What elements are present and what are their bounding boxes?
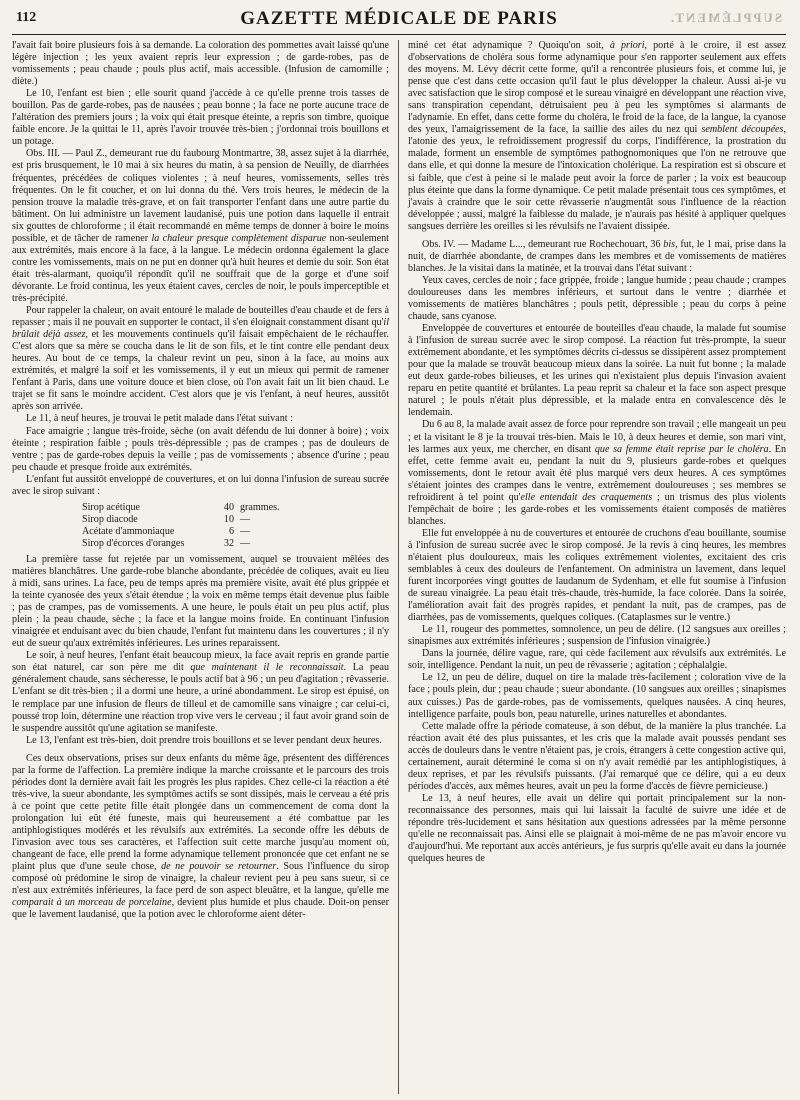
- left-column: [12, 40, 399, 1094]
- paragraph: Le 11, rougeur des pommettes, somnolence, un peu de délire. (12 sangsues aux oreilles ; sinapismes aux extrémités inférieures ; suspension de l'infusion vinaigrée.): [408, 624, 786, 648]
- paragraph: Obs. IV. — Madame L..., demeurant rue Rochechouart, 36 bis, fut, le 1 mai, prise dans la nuit, de diarrhée abondante, de crampes dans les membres et de vomissements de matières blanches. Je la visitai dans la matinée, et la trouvai dans l'état suivant :: [408, 238, 786, 274]
- article-columns: [12, 40, 786, 1094]
- paragraph: Le 13, à neuf heures, elle avait un délire qui portait principalement sur la non-reconnaissance des personnes, mais qui lui laissait la faculté de suivre une idée et de répondre très-lucidement et sans hésitation aux questions adressées par la même personne qu'elle ne reconnaissait pas. Ainsi elle se plaignait à moi-même de ne pas m'avoir encore vu d'aujourd'hui. Me reportant aux accès antérieurs, je fus surpris qu'elle avait eu dans la journée quelques heures de: [408, 792, 786, 865]
- paragraph: Pour rappeler la chaleur, on avait entouré le malade de bouteilles d'eau chaude et de fers à repasser ; mais il ne pouvait en supporter le contact, il s'en éloignait constamment disant qu'il brûlait déjà assez, et les mouvements continuels qu'il faisait empêchaient de le réchauffer. C'est alors que sa mère se coucha dans le lit de son fils, et le tint contre elle pendant deux heures. Au bout de ce temps, la chaleur revint un peu, sinon à la face, au moins aux extrémités, et malgré la soif et les vomissements, il y eut un mieux qui permit de ramener l'enfant à Paris, dans une voiture douce et bien close, où l'on avait fait un lit bien chaud. Le trajet se fit sans le moindre accident. C'est alors que je vis l'enfant, à neuf heures, aussitôt après son arrivée.: [12, 305, 389, 413]
- page-title: GAZETTE MÉDICALE DE PARIS: [240, 8, 558, 29]
- prescription-line: Acétate d'ammoniaque 6 —: [82, 525, 251, 537]
- paragraph: Le 13, l'enfant est très-bien, doit prendre trois bouillons et se lever pendant deux heures.: [26, 734, 382, 746]
- bleed-through-text: SUPPLÉMENT.: [668, 10, 782, 25]
- paragraph: l'avait fait boire plusieurs fois à sa demande. La coloration des pommettes avait laissé qu'une légère injection ; les yeux avaient repris leur expression ; de garde-robes, pas de vomissements ; peau chaude ; pouls plus actif, mais accessible. (Infusion de camomille ; diète.): [12, 40, 389, 88]
- paragraph: Le 10, l'enfant est bien ; elle sourit quand j'accède à ce qu'elle prenne trois tasses de bouillon. Pas de garde-robes, pas de nausées ; peau bonne ; la face ne porte aucune trace de l'altération des premiers jours ; la voix qui était presque éteinte, a repris son timbre, quoique faible encore. Je la quittai le 11, après l'avoir trouvée très-bien ; j'ordonnai trois bouillons et un potage.: [12, 88, 389, 148]
- paragraph: Yeux caves, cercles de noir ; face grippée, froide ; langue humide ; peau chaude ; crampes douloureuses dans les membres inférieurs, et surtout dans le ventre ; diarrhée et vomissements de matières blanchâtres ; pouls petit, dépressible ; peau du corps à peine chaude, sans cyanose.: [408, 274, 786, 323]
- prescription-line: Sirop diacode 10 —: [82, 513, 251, 525]
- right-column: [399, 40, 786, 1094]
- paragraph: L'enfant fut aussitôt enveloppé de couvertures, et on lui donna l'infusion de sureau sucrée avec le sirop suivant :: [12, 473, 389, 497]
- paragraph: Dans la journée, délire vague, rare, qui cède facilement aux révulsifs aux extrémités. Le soir, intelligence. Pendant la nuit, un peu de rêvasserie ; agitation ; céphalalgie.: [408, 648, 786, 672]
- paragraph: Le 11, à neuf heures, je trouvai le petit malade dans l'état suivant :: [26, 413, 293, 425]
- paragraph: Le 12, un peu de délire, duquel on tire la malade très-facilement ; coloration vive de la face ; pouls plein, dur ; peau chaude ; sueur abondante. (10 sangsues aux oreilles ; sinapismes aux cuisses.) Pas de garde-robes, pas de vomissements, quelques nausées. A cinq heures, intelligence parfaite, pouls bon, peau naturelle, urines naturelles et abondantes.: [408, 672, 786, 720]
- paragraph: Enveloppée de couvertures et entourée de bouteilles d'eau chaude, la malade fut soumise à l'infusion de sureau sucrée avec le sirop composé. La réaction fut très-prompte, la sueur extrêmement abondante, et les symptômes décrits ci-dessus se dissipèrent assez promptement pour que la malade se trouvât beaucoup mieux dans la soirée. La nuit fut bonne ; la malade eut deux garde-robes bilieuses, et les urines qui n'existaient plus depuis l'invasion avaient reparu en petite quantité et brûlantes. La peau reprit sa chaleur et la face son aspect presque naturel ; le pouls n'était plus dépressible, et la malade entra en convalescence dès le lendemain.: [408, 323, 786, 419]
- paragraph: Face amaigrie ; langue très-froide, sèche (on avait défendu de lui donner à boire) ; voix éteinte ; respiration faible ; pouls très-dépressible ; pas de crampes ; pas de douleurs de ventre ; pas de garde-robes depuis la veille ; pas de vomissements ; absence d'urine ; peau peu chaude et presque froide aux extrémités.: [12, 425, 389, 473]
- paragraph: Cette malade offre la période comateuse, à son début, de la manière la plus tranchée. La réaction avait été des plus puissantes, et les cris que la malade avait poussés pendant ses accès de douleurs dans le ventre n'étaient pas, je crois, étrangers à cette congestion active qui, certainement, aurait déterminé le coma si on n'y avait remédié par les antiphlogistiques, à deux reprises, et par les révulsifs puissants. (J'ai remarqué que ce délire, qui a eu deux périodes d'accès, aux mêmes heures, avait un peu la forme d'accès de fièvre pernicieuse.): [408, 720, 786, 792]
- paragraph: Le soir, à neuf heures, l'enfant était beaucoup mieux, la face avait repris en grande partie son état naturel, car son père me dit que maintenant il le reconnaissait. La peau généralement chaude, sans sécheresse, le pouls actif bat à 96 ; un peu d'agitation ; rêvasserie. L'enfant se dit très-bien ; il a dormi une heure, a uriné abondamment. Le sirop est épuisé, on le remplace par une infusion de fleurs de tilleul et de camomille sans vinaigre ; car celui-ci, poussé trop loin, détermine une réaction trop vive vers le cerveau ; il faut avoir grand soin de le suspendre aussitôt qu'une agitation se manifeste.: [12, 650, 389, 734]
- paragraph: Ces deux observations, prises sur deux enfants du même âge, présentent des différences par la forme de l'affection. La première indique la marche croissante et le parcours des trois périodes dont la dernière avait fait les progrès les plus rapides. Chez celle-ci la réaction a été très-vive, la sueur abondante, les symptômes actifs se sont dissipés, mais le cerveau a été pris à ce point que cette petite fille était plongée dans un commencement de coma dont la prolongation lui eût été funeste, mais qui heureusement a été combattue par les antiphlogistiques modérés et les révulsifs aux extrémités. La seconde offre les débuts de l'invasion avec tous ses caractères, et l'affection suit cette marche jusqu'au moment où, changeant de face, elle prend la forme adynamique tellement prononcée que cet enfant ne se plaint plus que d'une seule chose, de ne pouvoir se retourner. Sous l'influence du sirop composé où prédomine le sirop de vinaigre, la chaleur revient peu à peu sans sueur, si ce n'est aux extrémités inférieures, la face perd de son aspect bleuâtre, et la langue, qu'elle me comparait à un morceau de porcelaine, devient plus humide et plus chaude. Doit-on penser que le lavement laudanisé, que la potion avec le chloroforme aient déter-: [12, 752, 389, 921]
- paragraph: miné cet état adynamique ? Quoiqu'on soit, à priori, porté à le croire, il est assez d'observations de choléra sous forme adynamique pour s'en rapporter seulement aux effets des moyens. M. Lévy décrit cette forme, qu'il a rencontrée plusieurs fois, et comme lui, je pense que c'est dans cette occasion qu'il faut le plus développer la chaleur. Aussi ai-je vu avec satisfaction que le sirop composé et le sureau vinaigré en développant une réaction vive, sans transpiration cependant, détruisaient peu à peu les symptômes si alarmants de l'adynamie. En effet, dans cette forme du choléra, le froid de la face, de la langue, la cyanose des yeux, l'amaigrissement de la face, la saillie des ailes du nez qui semblent découpées, l'atonie des yeux, le refroidissement progressif du corps, l'indifférence, la prostration du malade, forment un ensemble de symptômes pathognomoniques que l'on ne retrouve que dans elle, et qui donne la mesure de l'intoxication cholérique. La respiration est si obscure et si faible, que c'est à peine si le malade peut avoir la force de parler ; la voix est beaucoup plus éteinte que dans la forme dynamique. Ce petit malade présentait tous ces symptômes, et j'avais à craindre que le soir cette rêvasserie n'augmentât sous l'influence de la réaction développée ; aussi, malgré la faiblesse du malade, je n'aurais pas hésité à appliquer quelques sangsues derrière les oreilles si les révulsifs ne l'avaient dissipée.: [408, 40, 786, 232]
- paragraph: Obs. III. — Paul Z., demeurant rue du faubourg Montmartre, 38, assez sujet à la diarrhée, est pris brusquement, le 10 mai à six heures du matin, à sa pension de Neuilly, de diarrhées fréquentes, précédées de coliques violentes ; à neuf heures, vomissements, selles très fréquentes. On le fit coucher, et on lui donna du thé. Vers trois heures, le médecin de la pension trouve la maladie très-grave, et on fait transporter l'enfant dans une autre partie du bâtiment. On lui administre un lavement laudanisé, puis une potion dans laquelle il entrait six gouttes de chloroforme ; il était recommandé en même temps de donner à boire le moins possible, et de tâcher de ramener la chaleur presque complètement disparue non-seulement aux extrémités, mais encore à la face, à la langue. Le médecin ordonna également la glace contre les vomissements, mais on ne put en donner qu'à huit heures et demie du soir. Son état était très-alarmant, quoiqu'il répondît qu'il ne souffrait que de la gorge et d'une soif dévorante. Le froid continua, les yeux étaient caves, cercles de noir, le pouls imperceptible et très-précipité.: [12, 148, 389, 304]
- prescription-line: Sirop acétique 40 grammes.: [82, 501, 280, 513]
- page-header: [12, 6, 786, 35]
- prescription: [12, 502, 389, 550]
- paragraph: La première tasse fut rejetée par un vomissement, auquel se trouvaient mêlées des matières blanchâtres. Une garde-robe blanche abondante, précédée de coliques, avait eu lieu à midi, sans urines. La face, peu de temps après ma première visite, avait été plus grippée et la teinte cyanosée des yeux s'était étendue ; la voix en même temps était devenue plus faible ; pas de crampes, pas de vomissements. A une heure, le pouls était un peu plus actif, plus plein ; la peau chaude, sèche ; la face et la langue moins froide. En continuant l'infusion vinaigrée et enduisant avec du bien chaude, l'enfant fut maintenu dans les couvertures ; il n'y eut de sueur qu'aux extrémités inférieures. Les urines reparaissent.: [12, 553, 389, 650]
- prescription-line: Sirop d'écorces d'oranges 32 —: [82, 537, 251, 549]
- paragraph: Elle fut enveloppée à nu de couvertures et entourée de cruchons d'eau bouillante, soumise à l'infusion de sureau sucrée avec le sirop composé. Je la revis à cinq heures, les membres n'étaient plus douloureux, mais les coliques extrêmement violentes, excitaient des cris semblables à ceux des douleurs de l'enfantement. On administra un lavement, dans lequel furent incorporées vingt gouttes de laudanum de Sydenham, et elle fut soumise à l'infusion de sureau vinaigrée. La peau était très-chaude, très-humide, la face colorée. Dans la soirée, l'amélioration avait fait des progrès rapides, et pendant la nuit, pas de crampes, pas de diarrhées, pas de vomissements, quelques coliques. (Cataplasmes sur le ventre.): [408, 527, 786, 624]
- page-number: 112: [16, 10, 37, 25]
- paragraph: Du 6 au 8, la malade avait assez de force pour reprendre son travail ; elle mangeait un peu ; et la visitant le 8 je la trouvai très-bien. Mais le 10, à deux heures et demie, son mari vint, les larmes aux yeux, me chercher, en disant que sa femme était reprise par le choléra. En effet, cette femme avait eu, pendant la nuit du 9, plusieurs garde-robes et quelques vomissements, dont le retour avait été plus marqué vers deux heures. A ces symptômes s'étaient jointes des crampes dans le ventre, extrêmement douloureuses ; ses membres se refroidirent à tel point qu'elle entendait des craquements ; un trismus des plus violents l'empêchait de boire ; les garde-robes et les vomissements étaient composés de matières blanches.: [408, 419, 786, 527]
